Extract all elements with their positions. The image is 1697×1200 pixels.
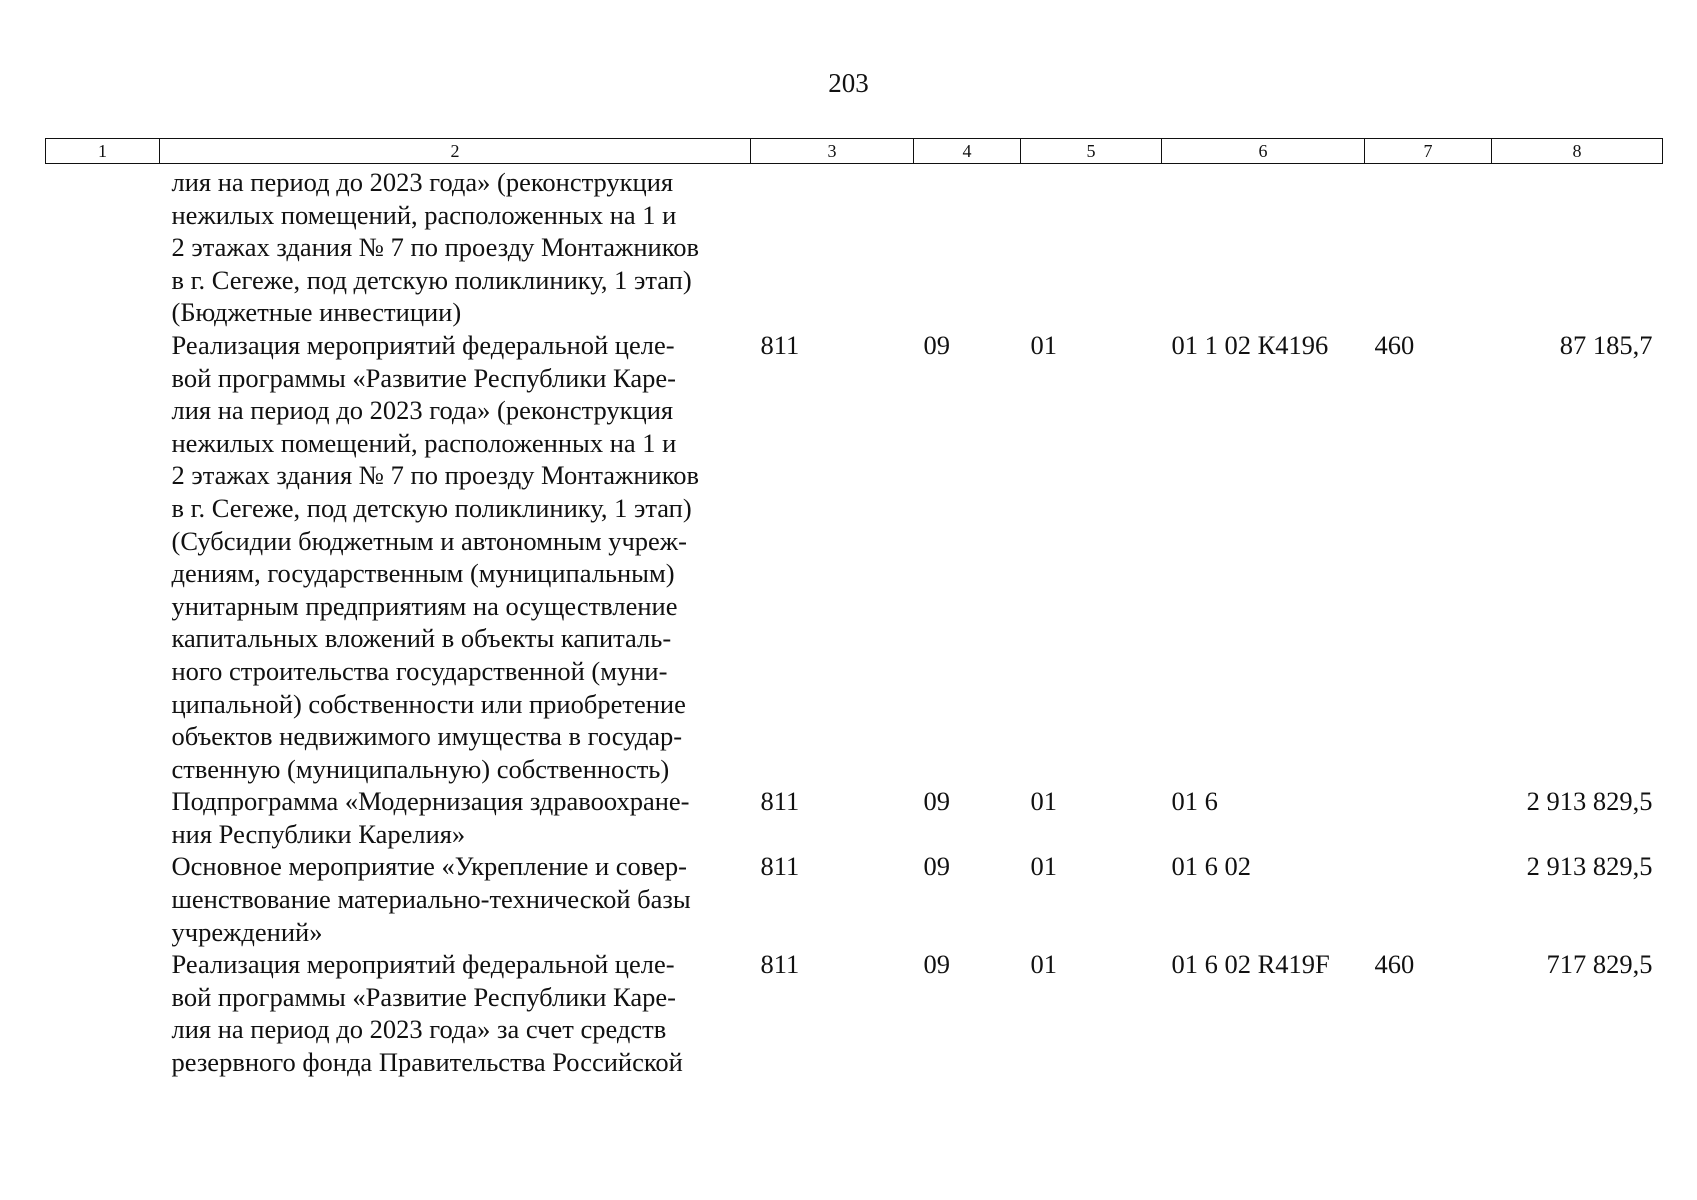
cell-amount <box>1492 164 1663 329</box>
cell-section-code: 09 <box>923 786 950 817</box>
cell-subsection-code <box>1021 164 1162 329</box>
header-col-4: 4 <box>914 139 1021 164</box>
header-row <box>46 139 1663 164</box>
cell-col-1 <box>46 850 160 948</box>
cell-subsection-code: 01 <box>1030 949 1057 980</box>
cell-amount: 2 913 829,5 <box>1526 786 1653 817</box>
cell-expense-type <box>1365 850 1492 948</box>
cell-description: Реализация мероприятий федеральной целе- вой программы «Развитие Республики Каре- лия на период до 2023 года» (реконструкция нежилых помещений, расположенных на 1 и 2 этажах здания № 7 по проезду Монтажников в г. Сегеже, под детскую поликлинику, 1 этап) (Субсидии бюджетным и автономным учреж- дениям, государственным (муниципальным) унитарным предприятиям на осуществление капитальных вложений в объекты капиталь- ного строительства государственной (муни- ципальной) собственности или приобретение объектов недвижимого имущества в государ- ственную (муниципальную) собственность) <box>171 329 700 784</box>
table-row <box>46 785 1663 850</box>
cell-target-article: 01 1 02 К4196 <box>1171 329 1329 360</box>
cell-ministry-code: 811 <box>760 949 800 980</box>
cell-amount: 717 829,5 <box>1546 949 1653 980</box>
cell-subsection-code: 01 <box>1030 786 1057 817</box>
cell-target-article: 01 6 02 R419F <box>1171 949 1330 980</box>
cell-target-article: 01 6 <box>1171 786 1218 817</box>
cell-description: Подпрограмма «Модернизация здравоохране- ния Республики Карелия» <box>171 786 690 849</box>
table-row <box>46 164 1663 329</box>
budget-table <box>45 138 1663 1079</box>
cell-expense-type: 460 <box>1374 329 1415 360</box>
header-col-2: 2 <box>160 139 751 164</box>
cell-expense-type <box>1365 164 1492 329</box>
cell-col-1 <box>46 948 160 1078</box>
cell-amount: 2 913 829,5 <box>1526 851 1653 882</box>
cell-description: Основное мероприятие «Укрепление и совер- шенствование материально-технической базы учреждений» <box>171 851 691 947</box>
table-body <box>46 164 1663 1079</box>
cell-ministry-code: 811 <box>760 329 800 360</box>
header-col-8: 8 <box>1492 139 1663 164</box>
cell-section-code: 09 <box>923 329 950 360</box>
cell-col-1 <box>46 785 160 850</box>
cell-target-article: 01 6 02 <box>1171 851 1251 882</box>
page-number: 203 <box>828 68 869 98</box>
cell-expense-type <box>1365 785 1492 850</box>
header-col-7: 7 <box>1365 139 1492 164</box>
cell-description: Реализация мероприятий федеральной целе- вой программы «Развитие Республики Каре- лия на период до 2023 года» за счет средств резервного фонда Правительства Российской <box>171 949 683 1078</box>
table-row <box>46 948 1663 1078</box>
header-col-5: 5 <box>1021 139 1162 164</box>
cell-section-code: 09 <box>923 949 950 980</box>
cell-subsection-code: 01 <box>1030 329 1057 360</box>
cell-subsection-code: 01 <box>1030 851 1057 882</box>
cell-section-code: 09 <box>923 851 950 882</box>
cell-expense-type: 460 <box>1374 949 1415 980</box>
cell-target-article <box>1162 164 1365 329</box>
cell-ministry-code: 811 <box>760 786 800 817</box>
table-row <box>46 329 1663 785</box>
cell-amount: 87 185,7 <box>1559 329 1653 360</box>
cell-col-1 <box>46 164 160 329</box>
table-row <box>46 850 1663 948</box>
table-header <box>46 139 1663 164</box>
header-col-1: 1 <box>46 139 160 164</box>
header-col-6: 6 <box>1162 139 1365 164</box>
cell-section-code <box>914 164 1021 329</box>
cell-ministry-code <box>751 164 914 329</box>
header-col-3: 3 <box>751 139 914 164</box>
cell-description: лия на период до 2023 года» (реконструкция нежилых помещений, расположенных на 1 и 2 этажах здания № 7 по проезду Монтажников в г. Сегеже, под детскую поликлинику, 1 этап) (Бюджетные инвестиции) <box>171 167 700 328</box>
cell-ministry-code: 811 <box>760 851 800 882</box>
cell-col-1 <box>46 329 160 785</box>
